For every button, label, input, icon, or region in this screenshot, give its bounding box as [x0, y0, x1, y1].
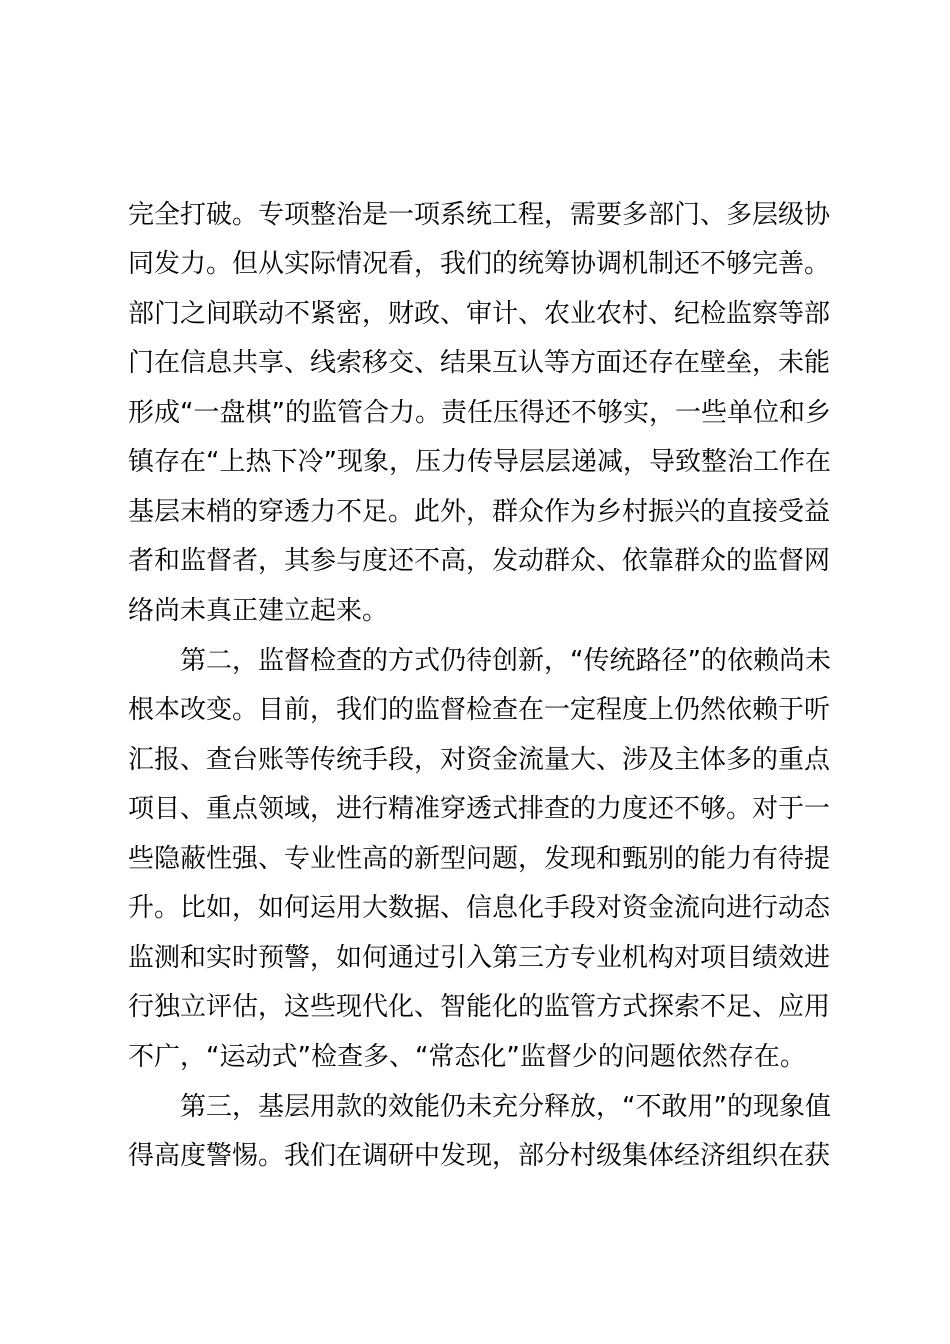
text-line: 行独立评估，这些现代化、智能化的监管方式探索不足、应用	[128, 992, 831, 1022]
text-line: 不广，“运动式”检查多、“常态化”监督少的问题依然存在。	[128, 1042, 806, 1072]
text-line: 第二，监督检查的方式仍待创新，“传统路径”的依赖尚未	[180, 646, 831, 676]
text-line: 同发力。但从实际情况看，我们的统筹协调机制还不够完善。	[128, 249, 831, 279]
text-line: 些隐蔽性强、专业性高的新型问题，发现和甄别的能力有待提	[128, 844, 831, 874]
text-line: 得高度警惕。我们在调研中发现，部分村级集体经济组织在获	[128, 1141, 831, 1171]
text-line: 部门之间联动不紧密，财政、审计、农业农村、纪检监察等部	[128, 299, 831, 329]
text-line: 基层末梢的穿透力不足。此外，群众作为乡村振兴的直接受益	[128, 497, 831, 527]
text-line: 监测和实时预警，如何通过引入第三方专业机构对项目绩效进	[128, 943, 831, 973]
text-line: 根本改变。目前，我们的监督检查在一定程度上仍然依赖于听	[128, 695, 831, 725]
text-line: 完全打破。专项整治是一项系统工程，需要多部门、多层级协	[128, 200, 831, 230]
text-line: 门在信息共享、线索移交、结果互认等方面还存在壁垒，未能	[128, 348, 831, 378]
text-line: 第三，基层用款的效能仍未充分释放，“不敢用”的现象值	[180, 1092, 831, 1122]
text-line: 形成“一盘棋”的监管合力。责任压得还不够实，一些单位和乡	[128, 398, 831, 428]
text-line: 汇报、查台账等传统手段，对资金流量大、涉及主体多的重点	[128, 745, 831, 775]
text-line: 镇存在“上热下冷”现象，压力传导层层递减，导致整治工作在	[128, 447, 831, 477]
text-line: 项目、重点领域，进行精准穿透式排查的力度还不够。对于一	[128, 794, 831, 824]
text-line: 者和监督者，其参与度还不高，发动群众、依靠群众的监督网	[128, 546, 831, 576]
text-line: 升。比如，如何运用大数据、信息化手段对资金流向进行动态	[128, 893, 831, 923]
text-line: 络尚未真正建立起来。	[128, 596, 389, 626]
